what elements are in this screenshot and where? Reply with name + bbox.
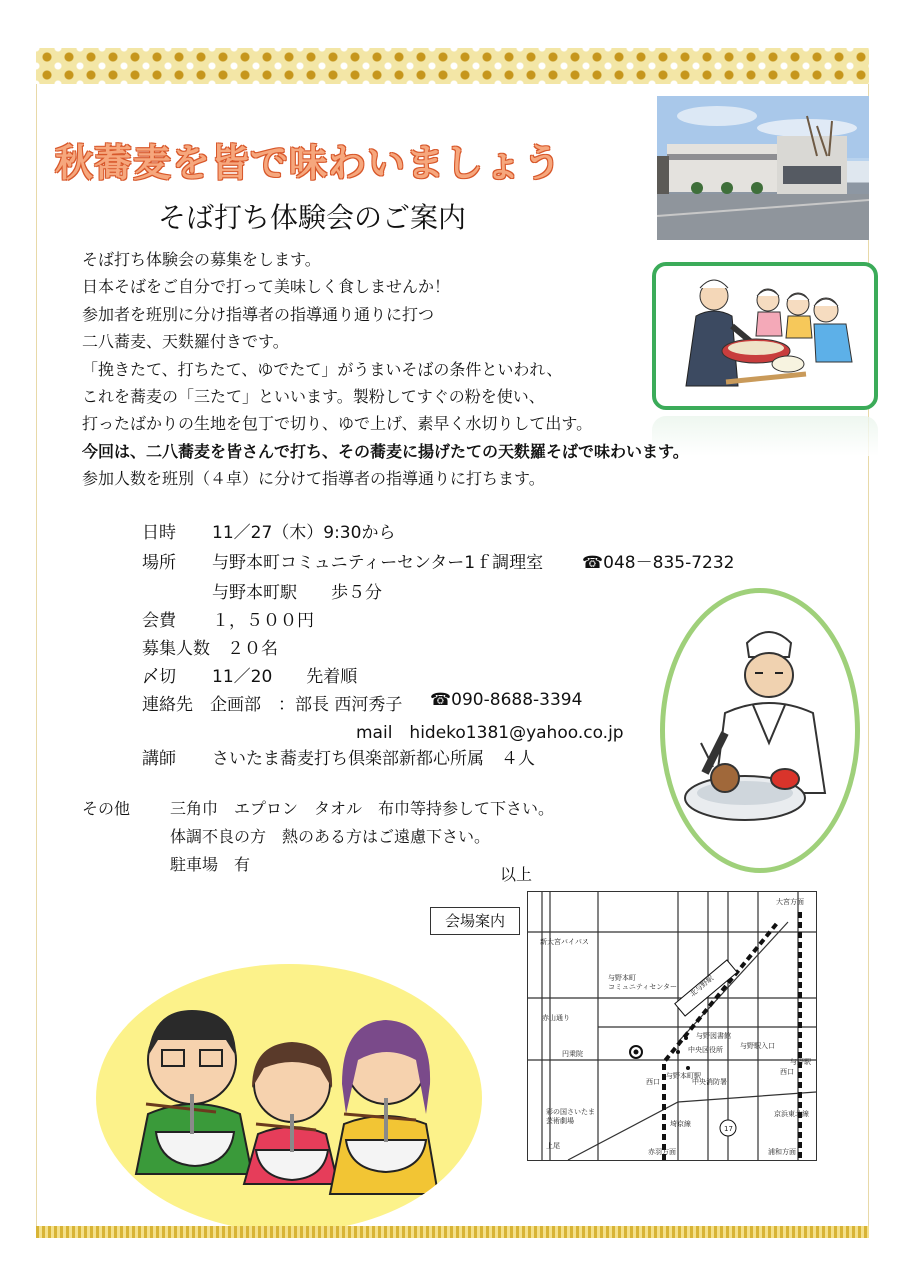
headline: 秋蕎麦を皆で味わいましょう <box>55 141 563 185</box>
kids-eating-soba-illustration <box>96 964 482 1232</box>
map-saitama-arts: 彩の国さいたま <box>546 1108 595 1116</box>
map-keihin-tohoku: 京浜東北線 <box>774 1110 809 1118</box>
intro-line: 参加人数を班別（４卓）に分けて指導者の指導通りに打ちます。 <box>82 469 545 489</box>
datetime-value: 11／27（木）9:30から <box>212 523 396 543</box>
instructor-value: さいたま蕎麦打ち倶楽部新都心所属 ４人 <box>212 749 535 769</box>
map-new-omiya-bypass: 新大宮バイパス <box>540 938 589 946</box>
gold-border-bottom <box>36 1226 869 1238</box>
map-west-exit: 西口 <box>646 1078 660 1086</box>
other-line-2: 体調不良の方 熱のある方はご遠慮下さい。 <box>170 827 491 846</box>
map-venue: 与野本町 <box>608 974 636 982</box>
map-yono-gov: 与野図書館 <box>696 1032 731 1040</box>
intro-line: そば打ち体験会の募集をします。 <box>82 250 321 269</box>
map-saikyo: 埼京線 <box>670 1120 691 1128</box>
map-ueo: 上尾 <box>546 1142 560 1150</box>
intro-line: 今回は、二八蕎麦を皆さんで打ち、その蕎麦に揚げたての天麩羅そばで味わいます。 <box>82 441 689 461</box>
map-omiya-direction: 大宮方面 <box>776 898 804 906</box>
instructor-label: 講師 <box>142 749 176 769</box>
venue-guide-label: 会場案内 <box>430 907 520 935</box>
star-border-top <box>36 48 869 84</box>
map-kita-yono: 北与野駅 <box>688 974 716 999</box>
intro-line: 参加者を班別に分け指導者の指導通り通りに打つ <box>82 304 435 324</box>
map-akayama-street: 赤山通り <box>542 1014 570 1022</box>
intro-line: 打ったばかりの生地を包丁で切り、ゆで上げ、素早く水切りして出す。 <box>82 414 593 434</box>
map-yono-station: 与野駅 <box>790 1058 811 1066</box>
chef-illustration <box>660 588 860 873</box>
place-value: 与野本町コミュニティーセンター1ｆ調理室 <box>212 553 544 573</box>
intro-line: これを蕎麦の「三たて」といいます。製粉してすぐの粉を使い、 <box>82 387 545 407</box>
map-yono-entrance: 与野駅入口 <box>740 1042 775 1050</box>
subtitle: そば打ち体験会のご案内 <box>158 201 467 234</box>
map-entsuji: 円乗院 <box>562 1050 583 1058</box>
contact-value: 企画部 ：部長 西河秀子 <box>210 695 403 715</box>
map-yonohonmachi-station: 与野本町駅 <box>666 1072 701 1080</box>
intro-line: 二八蕎麦、天麩羅付きです。 <box>82 332 289 352</box>
other-line-1: 三角巾 エプロン タオル 布巾等持参して下さい。 <box>170 799 555 818</box>
deadline-label: 〆切 <box>142 667 176 687</box>
datetime-label: 日時 <box>142 523 176 543</box>
map-saitama-arts2: 芸術劇場 <box>546 1117 574 1125</box>
place-phone: ☎048－835‐7232 <box>582 553 735 573</box>
map-akabane-direction: 赤羽方面 <box>648 1148 676 1156</box>
other-label: その他 <box>82 799 131 818</box>
capacity: 募集人数 ２０名 <box>142 639 278 659</box>
contact-label: 連絡先 <box>142 695 193 715</box>
map-chuo-ward: 中央区役所 <box>688 1046 723 1054</box>
intro-text <box>82 246 689 493</box>
map-route17: 17 <box>724 1125 733 1133</box>
other-line-3: 駐車場 有 <box>170 855 251 874</box>
map-fire-station: 中央消防署 <box>692 1078 727 1086</box>
contact-mail[interactable]: mail hideko1381@yahoo.co.jp <box>356 723 624 743</box>
deadline-value: 11／20 先着順 <box>212 667 358 687</box>
map-venue-line2: コミュニティセンター <box>608 983 678 991</box>
place-access: 与野本町駅 歩５分 <box>212 583 382 603</box>
contact-phone: ☎090-8688-3394 <box>430 690 583 710</box>
closing-text: 以上 <box>500 865 533 884</box>
intro-line: 「挽きたて、打ちたて、ゆでたて」がうまいそばの条件といわれ、 <box>82 359 563 379</box>
venue-map <box>527 891 817 1161</box>
map-urawa-direction: 浦和方面 <box>768 1148 796 1156</box>
community-center-photo <box>657 96 869 240</box>
fee-value: １，５００円 <box>212 611 314 631</box>
intro-line: 日本そばをご自分で打って美味しく食しませんか！ <box>82 277 451 297</box>
place-label: 場所 <box>142 553 176 573</box>
map-west-exit-yono: 西口 <box>780 1068 794 1076</box>
fee-label: 会費 <box>142 611 176 631</box>
